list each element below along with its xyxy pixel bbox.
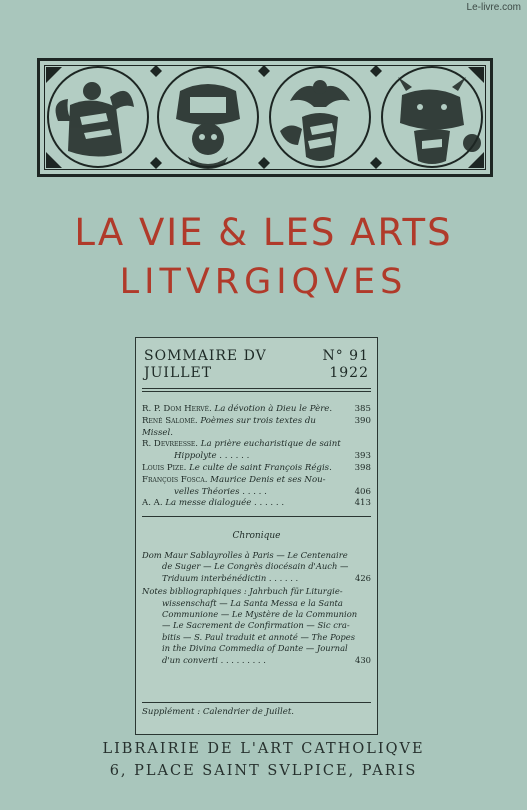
summary-header	[144, 348, 369, 364]
summary-label: SOMMAIRE DV	[144, 348, 267, 364]
article-page: 413	[354, 498, 371, 509]
article-title: La prière eucharistique de saint	[200, 439, 341, 450]
article-author: Louis Pize.	[142, 462, 187, 473]
chronique-heading: Chronique	[232, 531, 281, 541]
list-item-continued	[142, 487, 371, 499]
issue-date	[144, 365, 369, 381]
article-page: 393	[354, 451, 371, 462]
list-item-continued	[142, 451, 371, 463]
article-title: Poèmes sur trois textes du Missel.	[142, 415, 316, 438]
issue-year: 1922	[329, 365, 369, 381]
list-item	[142, 404, 371, 416]
publisher-name: LIBRAIRIE DE L'ART CATHOLIQVE	[102, 741, 425, 757]
article-author: A. A.	[142, 498, 163, 509]
list-item	[142, 463, 371, 475]
article-page: 385	[354, 404, 371, 414]
chronique-list	[142, 550, 371, 668]
article-author: René Salomé.	[142, 415, 198, 426]
chronique-block	[142, 550, 371, 584]
publisher-address: 6, PLACE SAINT SVLPICE, PARIS	[109, 763, 418, 779]
chronique-line: bitis — S. Paul traduit et annoté — The Popes	[162, 631, 356, 642]
chronique-line: de Suger — Le Congrès diocésain d'Auch —	[162, 561, 349, 572]
chronique-page: 426	[355, 572, 371, 583]
chronique-line: in the Divina Commedia of Dante — Journal	[162, 643, 348, 654]
article-list	[142, 404, 371, 510]
chronique-line: Communione — Le Mystère de la Communion	[162, 609, 358, 620]
watermark: Le-livre.com	[466, 2, 521, 13]
article-author: François Fosca.	[142, 474, 208, 485]
article-title: Le culte de saint François Régis.	[189, 462, 332, 473]
chronique-line: Notes bibliographiques : Jahrbuch für Liturgie-	[142, 586, 343, 597]
article-title: La dévotion à Dieu le Père.	[214, 404, 333, 414]
divider	[142, 388, 371, 389]
article-page: 390	[354, 415, 371, 426]
supplement-note: Supplément : Calendrier de Juillet.	[142, 707, 295, 717]
divider	[142, 516, 371, 517]
woodcut-illustration	[40, 61, 490, 174]
list-item	[142, 498, 371, 510]
table-of-contents	[135, 337, 378, 735]
article-page: 406	[354, 486, 371, 497]
list-item	[142, 475, 371, 487]
divider	[142, 702, 371, 703]
list-item	[142, 439, 371, 451]
article-title: Maurice Denis et ses Nou-	[210, 474, 326, 485]
chronique-line: d'un converti . . . . . . . . .	[162, 654, 266, 665]
chronique-page: 430	[355, 654, 371, 665]
chronique-line: wissenschaft — La Santa Messa e la Santa	[162, 597, 343, 608]
chronique-line: Triduum interbénédictin . . . . . .	[162, 572, 299, 583]
list-item	[142, 416, 371, 440]
chronique-line: — Le Sacrement de Confirmation — Sic cra-	[162, 620, 350, 631]
article-author: R. P. Dom Hervé.	[142, 404, 212, 414]
chronique-block	[142, 586, 371, 666]
divider	[142, 391, 371, 392]
chronique-line: Dom Maur Sablayrolles à Paris — Le Centenaire	[142, 550, 348, 560]
journal-subtitle: LITVRGIQVES	[119, 262, 408, 302]
article-title-continued: velles Théories . . . . .	[174, 486, 267, 497]
article-title: La messe dialoguée . . . . . .	[165, 498, 285, 509]
issue-number: N° 91	[322, 348, 369, 364]
issue-month: JUILLET	[144, 365, 213, 381]
article-author: R. Devreesse.	[142, 439, 199, 450]
article-page: 398	[354, 462, 371, 473]
article-title-continued: Hippolyte . . . . . .	[174, 451, 250, 462]
evangelists-woodcut	[37, 58, 493, 177]
journal-title: LA VIE & LES ARTS	[74, 211, 453, 254]
